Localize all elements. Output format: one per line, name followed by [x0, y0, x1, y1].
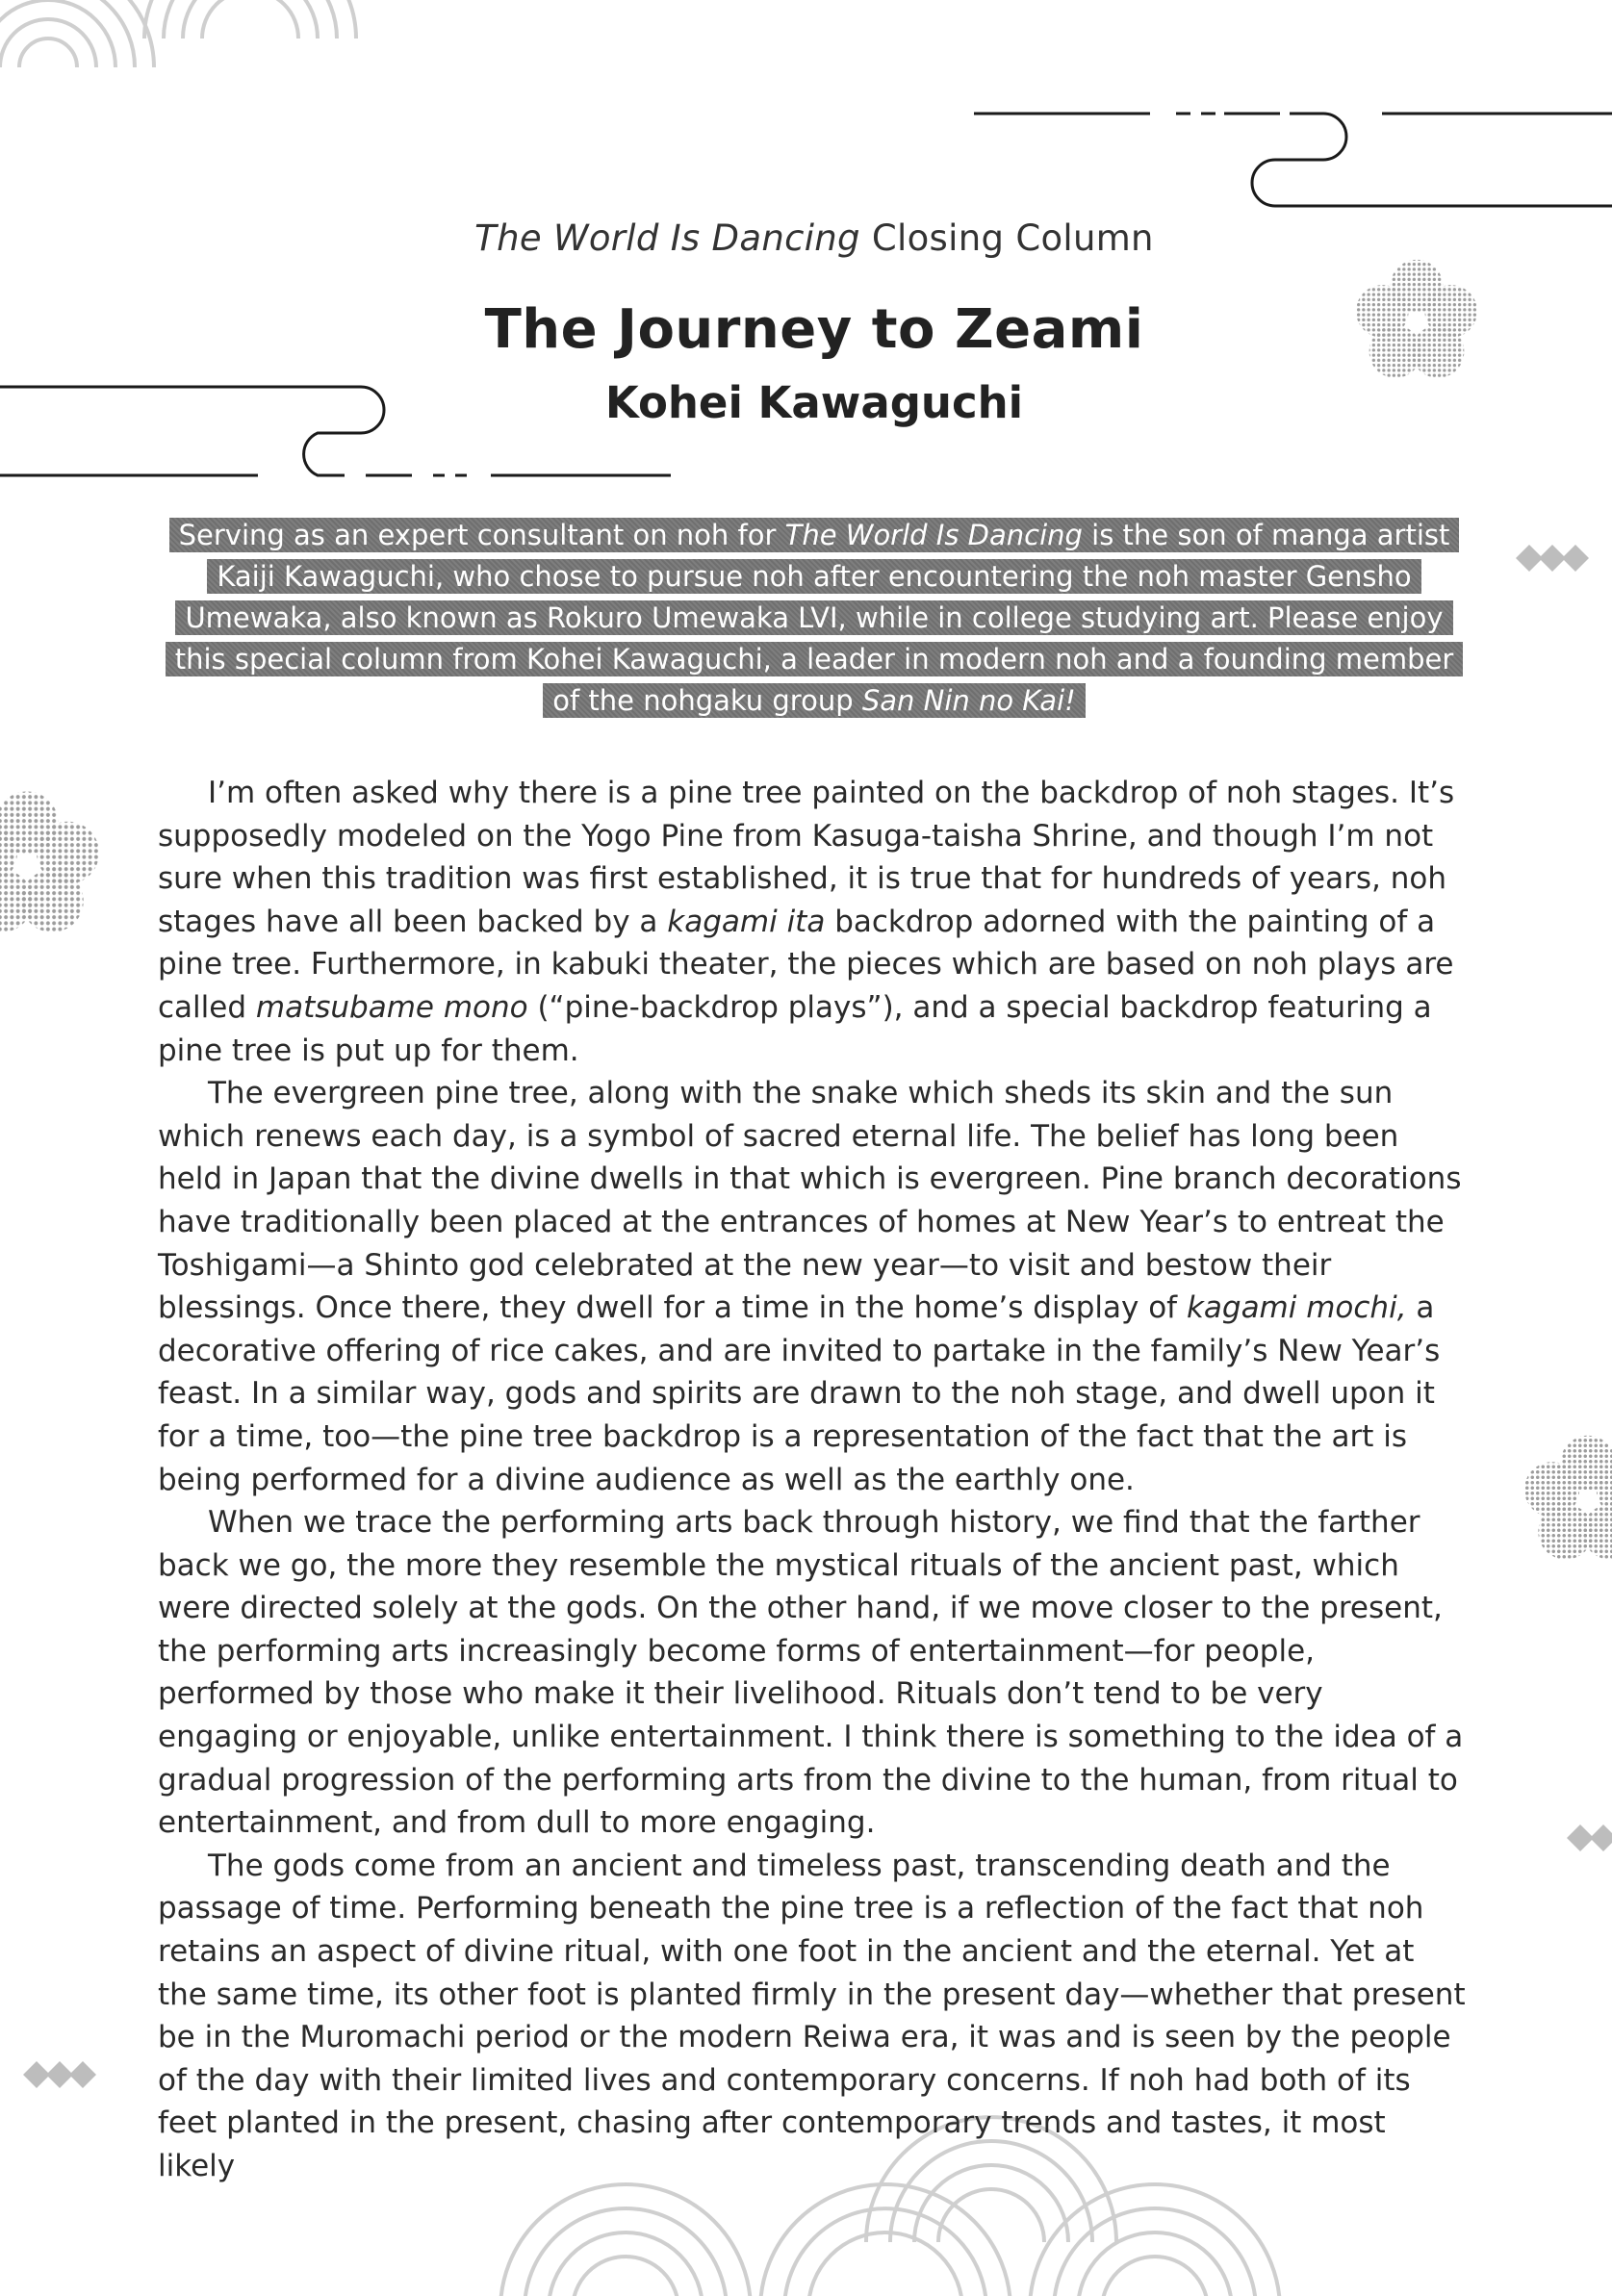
intro-paragraph [164, 515, 1465, 722]
cloud-line-icon [974, 114, 1612, 206]
body-text: The evergreen pine tree, along with the snake which sheds its skin and the sun which renews each day, is a symbol of sacred eternal life. The belief has long been held in Japan that the divine dwells in that which is evergreen. Pine branch decorations have traditionally been placed at the entrances of homes at New Year’s to entreat the Toshigami—a Shinto god celebrated at the new year—to visit and bestow their blessings. Once there, they dwell for a time in the home’s display of [158, 1076, 1462, 1326]
body-term: kagami ita [667, 904, 826, 939]
seigaiha-wave-icon [0, 0, 356, 67]
body-paragraph [158, 1072, 1469, 1501]
body-paragraph: The gods come from an ancient and timeless past, transcending death and the passage of time. Performing beneath the pine tree is a reflection of the fact that noh retains an aspect of divine ritual, with one foot in the ancient and the eternal. Yet at the same time, its other foot is planted firmly in the present day—whether that present be in the Muromachi period or the modern Reiwa era, it was and is seen by the people of the day with their limited lives and contemporary concerns. If noh had both of its feet planted in the present, chasing after contemporary trends and tastes, it most likely [158, 1848, 1466, 2183]
series-title: The World Is Dancing [474, 217, 860, 259]
intro-work-title: The World Is Dancing [784, 519, 1083, 551]
intro-text: Serving as an expert consultant on noh for [178, 519, 785, 551]
author-name: Kohei Kawaguchi [604, 377, 1024, 428]
article-body [158, 772, 1469, 2188]
column-label: Closing Column [871, 217, 1154, 259]
body-text: (“pine-backdrop plays”), and a special backdrop featuring a pine tree is put up for them. [158, 989, 1432, 1068]
body-text: a decorative offering of rice cakes, and are invited to partake in the family’s New Year’s feast. In a similar way, gods and spirits are drawn to the noh stage, and dwell upon it for a time, too—the pine tree backdrop is a representation of the fact that the art is being performed for a divine audience as well as the earthly one. [158, 1290, 1441, 1497]
body-text: I’m often asked why there is a pine tree painted on the backdrop of noh stages. It’s supposedly modeled on the Yogo Pine from Kasuga-taisha Shrine, and though I’m not sure when this tradition was first established, it is true that for hundreds of years, noh stages have all been backed by a [158, 776, 1455, 939]
intro-group-name: San Nin no Kai! [861, 684, 1076, 717]
column-subtitle [0, 217, 1612, 259]
intro-text: is the son of manga artist Kaiji Kawaguchi, who chose to pursue noh after encountering the noh master Gensho Umewaka, also known as Rokuro Umewaka LVI, while in college studying art. Please enjoy this special column from Kohei Kawaguchi, a leader in modern noh and a founding member of the nohgaku group [174, 519, 1454, 717]
page-title: The Journey to Zeami [484, 298, 1144, 361]
body-term: kagami mochi, [1186, 1290, 1407, 1326]
body-text: backdrop adorned with the painting of a pine tree. Furthermore, in kabuki theater, the pieces which are based on noh plays are called [158, 904, 1454, 1025]
body-term: matsubame mono [255, 989, 528, 1025]
body-paragraph: When we trace the performing arts back through history, we find that the farther back we go, the more they resemble the mystical rituals of the ancient past, which were directed solely at the gods. On the other hand, if we move closer to the present, the performing arts increasingly become forms of entertainment—for people, performed by those who make it their livelihood. Rituals don’t tend to be very engaging or enjoyable, unlike entertainment. I think there is something to the idea of a gradual progression of the performing arts from the divine to the human, from ritual to entertainment, and from dull to more engaging. [158, 1505, 1464, 1841]
intro-highlight [166, 518, 1464, 718]
body-paragraph [158, 772, 1469, 1072]
